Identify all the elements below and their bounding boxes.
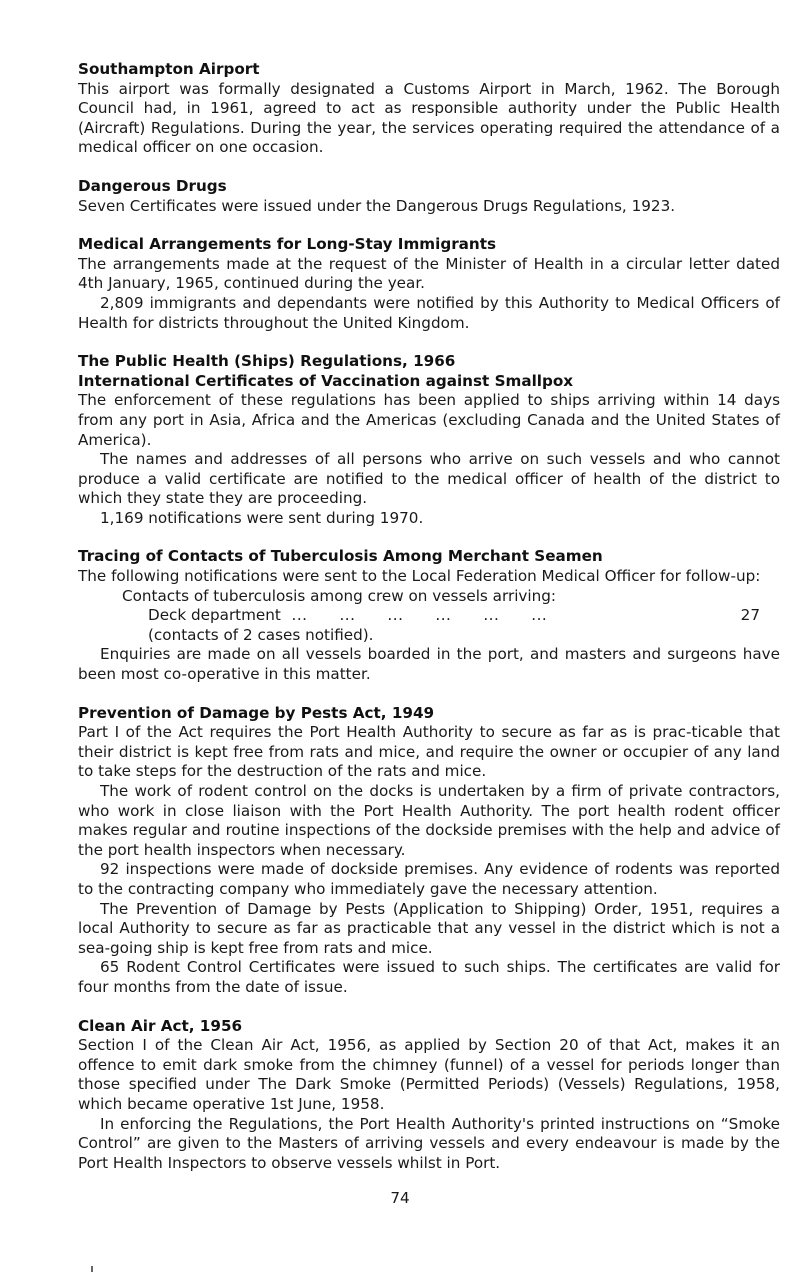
heading-immigrants: Medical Arrangements for Long-Stay Immigrants [78, 235, 497, 254]
paragraph: The work of rodent control on the docks is undertaken by a firm of private contractors, who work in close liaison with the Port Health Authority. The port health rodent officer makes regular and routine inspections of the dockside premises with the help and advice of the port health inspectors when necessary. [78, 782, 780, 859]
heading-tuberculosis-contacts: Tracing of Contacts of Tuberculosis Among Merchant Seamen [78, 547, 603, 566]
contacts-line: Contacts of tuberculosis among crew on vessels arriving: [122, 586, 557, 605]
document-page [78, 60, 780, 1192]
heading-southampton-airport: Southampton Airport [78, 60, 260, 78]
scan-mark [91, 1266, 93, 1272]
heading-dangerous-drugs: Dangerous Drugs [78, 176, 227, 195]
deck-department-value: 27 [740, 606, 760, 625]
paragraph: 2,809 immigrants and dependants were notified by this Authority to Medical Officers of Health for districts throughout the United Kingdom. [78, 293, 780, 332]
paragraph: 1,169 notifications were sent during 1970. [100, 508, 424, 527]
dot-leader: ... ... ... ... ... ... [280, 606, 558, 625]
section-tuberculosis-contacts [78, 547, 780, 684]
paragraph: Seven Certificates were issued under the Dangerous Drugs Regulations, 1923. [78, 196, 676, 215]
page-number: 74 [390, 1189, 410, 1207]
subheading-vaccination: International Certificates of Vaccination against Smallpox [78, 371, 574, 390]
paragraph: The Prevention of Damage by Pests (Application to Shipping) Order, 1951, requires a local Authority to secure as far as practicable that any vessel in the district which is not a sea-going ship is kept free from rats and mice. [78, 899, 780, 957]
section-ships-regulations [78, 352, 780, 528]
paragraph: In enforcing the Regulations, the Port Health Authority's printed instructions on “Smoke Control” are given to the Masters of arriving vessels and every endeavour is made by the Port Health Inspectors to observe vessels whilst in Port. [78, 1114, 780, 1172]
heading-pests-act: Prevention of Damage by Pests Act, 1949 [78, 703, 435, 722]
paragraph: Part I of the Act requires the Port Health Authority to secure as far as is prac-ticable that their district is kept free from rats and mice, and require the owner or occupier of any land to take steps for the destruction of the rats and mice. [78, 723, 780, 781]
paragraph: 65 Rodent Control Certificates were issued to such ships. The certificates are valid for four months from the date of issue. [78, 958, 780, 996]
heading-clean-air-act: Clean Air Act, 1956 [78, 1016, 243, 1035]
paragraph: The names and addresses of all persons who arrive on such vessels and who cannot produce a valid certificate are notified to the medical officer of health of the district to which they state they are proceeding. [78, 450, 780, 508]
paragraph: 92 inspections were made of dockside premises. Any evidence of rodents was reported to the contracting company who immediately gave the necessary attention. [78, 860, 780, 898]
section-pests-act [78, 704, 780, 998]
paragraph: The arrangements made at the request of the Minister of Health in a circular letter dated 4th January, 1965, continued during the year. [78, 254, 780, 293]
deck-department-label: Deck department [148, 606, 281, 625]
paragraph: The following notifications were sent to the Local Federation Medical Officer for follow-up: [78, 567, 761, 586]
section-southampton-airport [78, 60, 780, 158]
section-dangerous-drugs [78, 177, 780, 216]
section-clean-air-act [78, 1017, 780, 1174]
paragraph: The enforcement of these regulations has been applied to ships arriving within 14 days from any port in Asia, Africa and the Americas (excluding Canada and the United States of America). [78, 391, 780, 449]
paragraph: This airport was formally designated a Customs Airport in March, 1962. The Borough Council had, in 1961, agreed to act as responsible authority under the Public Health (Aircraft) Regulations. During the year, the services operating required the attendance of a medical officer on one occasion. [78, 79, 780, 157]
contacts-note: (contacts of 2 cases notified). [148, 625, 374, 644]
heading-ships-regulations: The Public Health (Ships) Regulations, 1966 [78, 352, 456, 371]
paragraph: Section I of the Clean Air Act, 1956, as applied by Section 20 of that Act, makes it an offence to emit dark smoke from the chimney (funnel) of a vessel for periods longer than those specified under The Dark Smoke (Permitted Periods) (Vessels) Regulations, 1958, which became operative 1st June, 1958. [78, 1036, 780, 1113]
section-immigrants [78, 235, 780, 333]
deck-department-row [78, 606, 760, 626]
paragraph: Enquiries are made on all vessels boarded in the port, and masters and surgeons have been most co-operative in this matter. [78, 645, 780, 684]
